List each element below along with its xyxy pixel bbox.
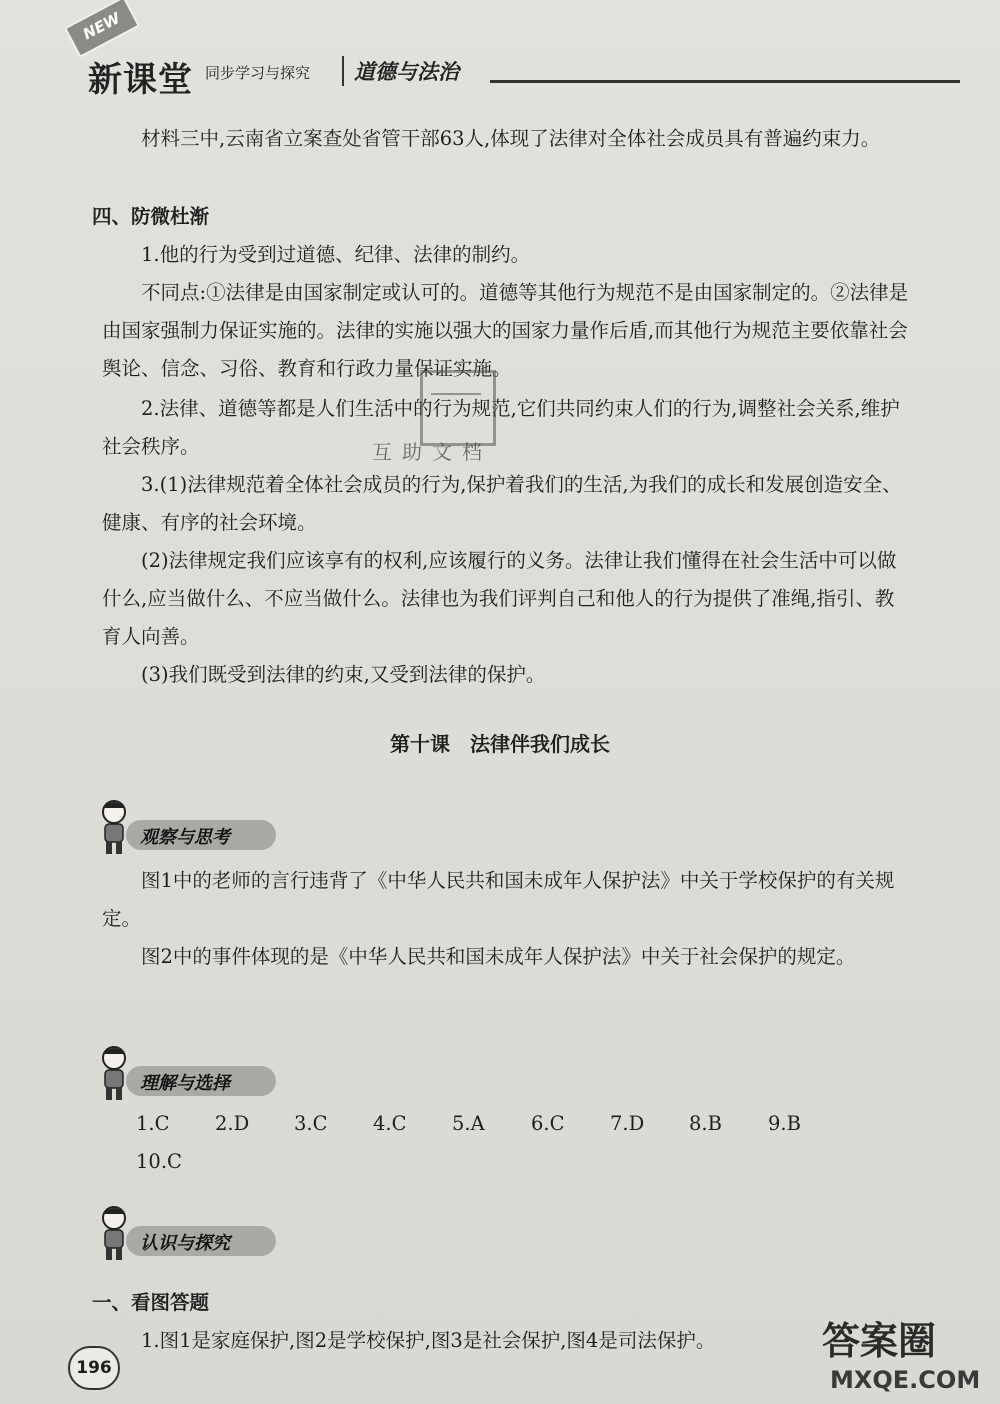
stamp-watermark-icon — [420, 370, 496, 446]
choice-answer: 5.A — [452, 1112, 485, 1135]
page-number: 196 — [68, 1346, 120, 1390]
choice-answer: 7.D — [610, 1112, 645, 1135]
choice-answer-10: 10.C — [136, 1150, 182, 1173]
lesson-title: 第十课 法律伴我们成长 — [390, 732, 610, 756]
page-header — [60, 0, 960, 110]
banner-label: 认识与探究 — [140, 1233, 230, 1254]
banner-understand-choose — [96, 1054, 286, 1104]
site-url: MXQE.COM — [830, 1366, 981, 1394]
series-subtitle: 同步学习与探究 — [205, 64, 311, 82]
choice-answer: 8.B — [689, 1112, 722, 1135]
answer-q3-part2: (2)法律规定我们应该享有的权利,应该履行的义务。法律让我们懂得在社会生活中可以做什么,应当做什么、不应当做什么。法律也为我们评判自己和他人的行为提供了准绳,指引、教育人向善。 — [102, 549, 897, 648]
choice-answer: 9.B — [768, 1112, 801, 1135]
answer-q1: 1.他的行为受到过道德、纪律、法律的制约。 — [141, 243, 531, 266]
choice-answer: 3.C — [294, 1112, 328, 1135]
choice-answers-row — [136, 1112, 896, 1135]
observe-paragraph-2: 图2中的事件体现的是《中华人民共和国未成年人保护法》中关于社会保护的规定。 — [141, 945, 856, 968]
heading-section-four: 四、防微杜渐 — [92, 205, 210, 228]
new-badge: NEW — [64, 0, 140, 58]
banner-observe-think — [96, 808, 286, 858]
watermark-text: 互助文档 — [372, 440, 492, 464]
brand-title: 新课堂 — [88, 60, 193, 100]
paragraph-material-three: 材料三中,云南省立案查处省管干部63人,体现了法律对全体社会成员具有普遍约束力。 — [141, 127, 881, 150]
choice-answer: 2.D — [215, 1112, 250, 1135]
answer-q3-part1: 3.(1)法律规范着全体社会成员的行为,保护着我们的生活,为我们的成长和发展创造安全、健康、有序的社会环境。 — [102, 473, 902, 534]
heading-look-answer: 一、看图答题 — [92, 1291, 210, 1314]
site-logo: 答案圈 — [822, 1319, 937, 1363]
choice-answer: 4.C — [373, 1112, 407, 1135]
observe-paragraph-1: 图1中的老师的言行违背了《中华人民共和国未成年人保护法》中关于学校保护的有关规定。 — [102, 869, 895, 930]
answer-q2: 2.法律、道德等都是人们生活中的行为规范,它们共同约束人们的行为,调整社会关系,维护社会秩序。 — [102, 397, 900, 458]
banner-label: 观察与思考 — [140, 827, 230, 848]
explore-answer-q1: 1.图1是家庭保护,图2是学校保护,图3是社会保护,图4是司法保护。 — [141, 1329, 716, 1352]
banner-label: 理解与选择 — [140, 1073, 230, 1094]
choice-answer: 1.C — [136, 1112, 170, 1135]
header-rule — [490, 80, 960, 83]
subject-title: 道德与法治 — [342, 56, 504, 86]
answer-q3-part3: (3)我们既受到法律的约束,又受到法律的保护。 — [141, 663, 546, 686]
answer-differences: 不同点:①法律是由国家制定或认可的。道德等其他行为规范不是由国家制定的。②法律是由国家强制力保证实施的。法律的实施以强大的国家力量作后盾,而其他行为规范主要依靠社会舆论、信念、习俗、教育和行政力量保证实施。 — [102, 281, 909, 380]
choice-answer: 6.C — [531, 1112, 565, 1135]
banner-recognize-explore — [96, 1214, 286, 1264]
